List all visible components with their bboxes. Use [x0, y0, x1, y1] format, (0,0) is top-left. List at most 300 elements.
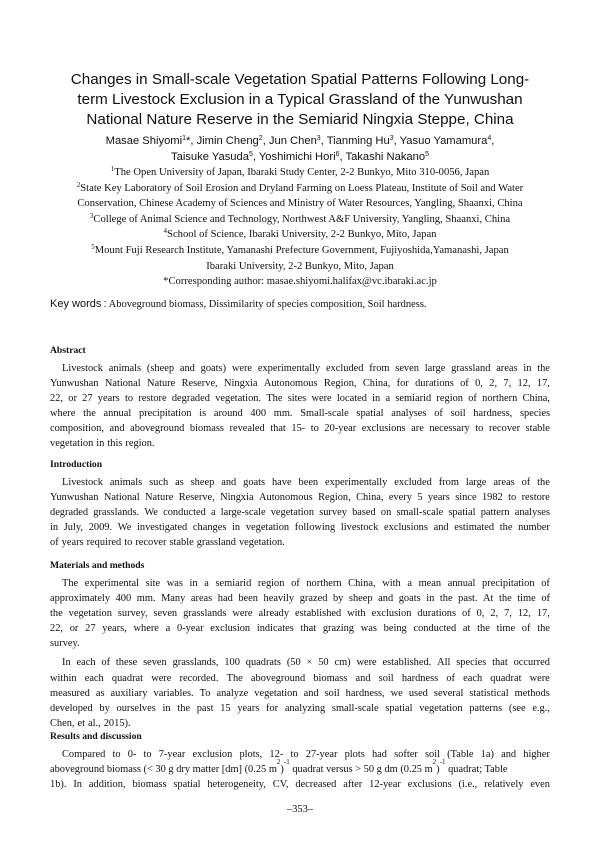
- text-line: [50, 621, 550, 636]
- word: past: [196, 702, 214, 714]
- word: changes: [192, 522, 227, 534]
- word: degraded: [50, 507, 89, 519]
- word: 12-: [269, 749, 284, 760]
- text-line: [50, 505, 550, 520]
- word: At: [483, 593, 494, 605]
- word: of: [521, 477, 531, 488]
- text-line: [50, 591, 550, 606]
- text-line: [50, 747, 550, 762]
- word: were: [231, 363, 253, 374]
- word: in: [426, 593, 435, 605]
- affiliation-marker: 2: [258, 135, 263, 142]
- word: experimentally: [257, 363, 321, 374]
- word: grazing: [322, 623, 355, 635]
- keywords: [50, 297, 560, 312]
- word: analyses: [391, 408, 427, 420]
- keywords-text: Aboveground biomass, Dissimilarity of species composition, Soil hardness.: [106, 299, 427, 310]
- word: Reserve,: [178, 492, 215, 504]
- word: small-scale: [396, 507, 444, 519]
- word: seven: [153, 608, 178, 620]
- word: pattern: [480, 507, 510, 519]
- affiliation-marker: 4: [163, 227, 168, 236]
- word: excluded: [325, 363, 364, 374]
- word: biomass: [189, 423, 224, 435]
- word: patterns: [469, 702, 503, 714]
- word: a: [204, 578, 209, 589]
- word: in: [96, 438, 105, 450]
- word: number: [518, 522, 550, 534]
- word: with: [382, 578, 401, 589]
- word: of: [50, 537, 59, 549]
- word: 0-: [127, 749, 137, 760]
- word: the: [499, 522, 513, 534]
- word: biomass: [313, 672, 348, 684]
- word: time: [517, 593, 536, 605]
- word: is: [199, 408, 207, 420]
- word: soil: [450, 408, 466, 420]
- word: recover: [135, 537, 167, 549]
- word: every: [388, 492, 412, 504]
- word: 2015).: [103, 717, 131, 729]
- word: vegetation: [50, 438, 94, 450]
- page-number: –353–: [286, 804, 314, 815]
- word: (50: [286, 657, 301, 669]
- word: were: [232, 608, 253, 620]
- word: to: [310, 423, 319, 435]
- affiliation-marker: 5: [248, 151, 253, 158]
- word: since: [455, 492, 477, 504]
- word: areas: [493, 477, 515, 488]
- word: the: [537, 363, 550, 374]
- word: grassland: [451, 363, 491, 374]
- word: that: [270, 423, 286, 435]
- text-line: [50, 701, 550, 716]
- word: the: [477, 623, 490, 635]
- word: spatial: [356, 408, 384, 420]
- word: of: [434, 408, 443, 420]
- word: revealed: [229, 423, 265, 435]
- word: hardness,: [473, 408, 513, 420]
- affiliation-text: College of Animal Science and Technology, Northwest A&F University, Yangling, Shaanxi, China: [93, 213, 511, 225]
- word: past.: [458, 593, 478, 605]
- word: that: [300, 623, 317, 635]
- affiliation-line: [40, 165, 560, 181]
- author-name: Yasuo Yamamura: [396, 135, 488, 147]
- word: plots: [344, 749, 365, 760]
- word: 22,: [50, 623, 63, 635]
- word: sheep: [348, 593, 373, 605]
- word: are: [411, 423, 424, 435]
- word: 12,: [517, 608, 531, 620]
- word: hardness: [401, 672, 439, 684]
- word: aboveground: [250, 672, 306, 684]
- corresponding-author: *Corresponding author: masae.shiyomi.halifax@vc.ibaraki.ac.jp: [163, 276, 437, 288]
- word: analyze: [216, 687, 249, 699]
- author-separator: ,: [339, 151, 343, 163]
- word: goats: [398, 593, 421, 605]
- word: China,: [356, 492, 384, 504]
- word: All: [437, 657, 451, 669]
- word: 7,: [504, 608, 512, 620]
- word: around: [213, 408, 243, 420]
- word: established: [295, 608, 342, 620]
- word: quadrats: [245, 657, 281, 669]
- word: investigated: [137, 522, 188, 534]
- affiliation-line: Ibaraki University, 2-2 Bunkyo, Mito, Japan: [206, 260, 394, 272]
- superscript: 2: [276, 758, 281, 767]
- word: analyses: [514, 507, 550, 519]
- word: 50: [318, 657, 329, 669]
- word: 1b).: [50, 779, 67, 791]
- text-span: ): [280, 764, 284, 776]
- text-line: [50, 436, 550, 451]
- word: in: [523, 363, 532, 374]
- word: 12,: [517, 378, 531, 390]
- word: statistical: [469, 687, 509, 699]
- word: the: [537, 623, 550, 635]
- word: precipitation: [138, 408, 192, 420]
- word: spatial: [448, 507, 476, 519]
- word: 5: [417, 492, 423, 504]
- word: mm.: [273, 408, 293, 420]
- word: al.,: [88, 717, 101, 729]
- word: Autonomous: [263, 378, 318, 390]
- word: precipitation: [482, 578, 535, 589]
- word: National: [103, 492, 140, 504]
- word: grasslands,: [172, 657, 219, 669]
- affiliation-line: [40, 181, 560, 197]
- word: been: [298, 477, 319, 488]
- word: restore: [138, 393, 167, 405]
- word: for: [396, 378, 409, 390]
- word: approximately: [50, 593, 111, 605]
- text-line: [50, 391, 550, 406]
- word: where: [133, 623, 159, 635]
- word: used: [408, 687, 428, 699]
- text-line: [50, 535, 550, 550]
- word: 17,: [536, 608, 550, 620]
- word: We: [144, 507, 158, 519]
- word: recorded.: [179, 672, 219, 684]
- word: had: [217, 593, 233, 605]
- word: in: [50, 522, 59, 534]
- word: species: [519, 408, 550, 420]
- word: large-scale: [220, 507, 266, 519]
- word: northern: [306, 578, 342, 589]
- word: cm): [334, 657, 351, 669]
- word: aboveground: [130, 423, 185, 435]
- word: from: [369, 363, 390, 374]
- word: durations: [415, 378, 454, 390]
- word: the: [177, 702, 191, 714]
- affiliation-marker: 3: [389, 135, 394, 142]
- word: July,: [63, 522, 84, 534]
- word: methods: [514, 687, 550, 699]
- superscript: -1: [439, 758, 446, 767]
- word: animals: [108, 363, 142, 374]
- word: had: [371, 749, 387, 760]
- word: seven: [143, 657, 167, 669]
- word: to: [112, 749, 121, 760]
- word: vegetation: [419, 702, 463, 714]
- word: and: [433, 522, 449, 534]
- word: 7,: [503, 378, 512, 390]
- author-name: Tianming Hu: [323, 135, 390, 147]
- word: et: [77, 717, 86, 729]
- word: the: [50, 608, 63, 620]
- affiliation-text: Mount Fuji Research Institute, Yamanashi Prefecture Government, Fujiyoshida,Yamanashi, Japan: [94, 244, 509, 256]
- word: 1982: [481, 492, 503, 504]
- word: excluded: [394, 477, 432, 488]
- word: and: [378, 593, 394, 605]
- word: 100: [224, 657, 240, 669]
- word: developed: [50, 702, 93, 714]
- methods-paragraph: [50, 576, 550, 651]
- word: stable: [169, 537, 194, 549]
- text-line: [50, 490, 550, 505]
- word: soil: [378, 672, 394, 684]
- word: was: [166, 578, 183, 589]
- word: even: [530, 779, 550, 791]
- word: survey.: [50, 638, 80, 650]
- author-name: Taisuke Yasuda: [171, 151, 249, 163]
- word: 17,: [536, 378, 550, 390]
- word: to: [124, 537, 133, 549]
- word: Yunwushan: [50, 378, 99, 390]
- word: annual: [447, 578, 476, 589]
- word: of: [101, 657, 111, 669]
- word: stable: [525, 423, 550, 435]
- word: In: [62, 657, 71, 669]
- word: of: [291, 578, 300, 589]
- word: vegetation.: [215, 393, 262, 405]
- affiliation-marker: 2: [76, 180, 81, 189]
- word: exclusion: [371, 608, 412, 620]
- word: survey,: [117, 608, 148, 620]
- word: Region,: [323, 378, 357, 390]
- word: a: [210, 507, 216, 519]
- word: The: [226, 672, 243, 684]
- word: or: [68, 393, 77, 405]
- word: Ningxia: [224, 378, 258, 390]
- word: auxiliary: [110, 687, 148, 699]
- results-heading: Results and discussion: [50, 731, 142, 742]
- word: semiarid: [215, 578, 252, 589]
- affiliation-line: [40, 227, 560, 243]
- word: conducted: [413, 623, 457, 635]
- word: a: [385, 393, 391, 405]
- word: small-scale: [331, 702, 379, 714]
- word: soil: [324, 687, 340, 699]
- word: China,: [362, 378, 391, 390]
- word: the: [83, 408, 96, 420]
- word: exclusions: [407, 779, 452, 791]
- word: of: [446, 672, 455, 684]
- word: time: [496, 623, 516, 635]
- word: 0,: [475, 378, 483, 390]
- word: (i.e.,: [458, 779, 478, 791]
- word: vegetation: [254, 687, 298, 699]
- word: Reserve,: [181, 378, 218, 390]
- text-span: quadrat versus > 50 g dm (0.25 m: [289, 764, 433, 776]
- word: exclusions: [361, 423, 406, 435]
- word: In: [73, 779, 82, 791]
- results-section: [50, 731, 550, 792]
- affiliation-line: [40, 243, 560, 259]
- methods-section: [50, 560, 550, 735]
- text-line: [50, 686, 550, 701]
- word: years: [97, 393, 120, 405]
- text-line: [50, 421, 550, 436]
- introduction-heading: Introduction: [50, 459, 103, 470]
- text-span: ): [436, 764, 440, 776]
- text-line: [50, 655, 550, 670]
- word: 12-year: [369, 779, 401, 791]
- author-separator: ,: [262, 135, 266, 147]
- word: heavily: [263, 593, 295, 605]
- word: The: [266, 393, 283, 405]
- word: and: [179, 363, 195, 374]
- word: restore: [521, 492, 550, 504]
- word: hardness,: [345, 687, 385, 699]
- word: (sheep: [146, 363, 175, 374]
- superscript: -1: [283, 758, 290, 767]
- text-line: [50, 671, 550, 686]
- word: spatial: [173, 779, 201, 791]
- word: grazed: [299, 593, 328, 605]
- word: to: [143, 749, 152, 760]
- word: CV,: [272, 779, 289, 791]
- word: the: [439, 593, 453, 605]
- word: mm.: [136, 593, 156, 605]
- word: Autonomous: [259, 492, 313, 504]
- introduction-section: [50, 459, 550, 550]
- word: seven: [395, 363, 419, 374]
- word: experimental: [84, 578, 140, 589]
- word: and: [355, 672, 371, 684]
- word: region.: [125, 438, 155, 450]
- word: the: [537, 477, 550, 488]
- affiliation-marker: 5: [425, 151, 429, 158]
- word: years: [427, 492, 450, 504]
- word: vegetation.: [238, 537, 285, 549]
- word: 7-year: [158, 749, 186, 760]
- word: required: [86, 537, 122, 549]
- title-line: term Livestock Exclusion in a Typical Grassland of the Yunwushan: [77, 91, 523, 108]
- affiliation-text: The Open University of Japan, Ibaraki Study Center, 2-2 Bunkyo, Mito 310-0056, Japan: [114, 167, 490, 178]
- word: vegetation: [270, 507, 315, 519]
- word: by: [332, 593, 344, 605]
- word: this: [107, 438, 123, 450]
- word: exclusion: [192, 749, 233, 760]
- word: vegetation: [68, 608, 112, 620]
- word: quadrat: [490, 672, 522, 684]
- word: each: [76, 657, 96, 669]
- word: experimentally: [325, 477, 388, 488]
- word: 1a): [480, 749, 494, 760]
- word: such: [149, 477, 169, 488]
- word: years,: [102, 623, 127, 635]
- word: We: [117, 522, 132, 534]
- word: grassland: [196, 537, 236, 549]
- word: located: [336, 393, 367, 405]
- word: Small-scale: [300, 408, 349, 420]
- word: occurred: [513, 657, 550, 669]
- word: that: [492, 657, 508, 669]
- word: To: [199, 687, 211, 699]
- word: spatial: [385, 702, 413, 714]
- text-span: quadrat; Table: [445, 764, 508, 776]
- word: years: [237, 702, 260, 714]
- word: conducted: [163, 507, 206, 519]
- word: to: [124, 393, 134, 405]
- word: or: [69, 623, 79, 635]
- word: 0-year: [177, 623, 204, 635]
- word: established.: [382, 657, 432, 669]
- word: quadrat: [111, 672, 144, 684]
- word: of: [541, 578, 550, 589]
- word: e.g.,: [532, 702, 550, 714]
- text-line: [50, 520, 550, 535]
- word: and: [501, 749, 517, 760]
- word: following: [294, 522, 336, 534]
- affiliation-line: [40, 212, 560, 228]
- word: have: [271, 477, 292, 488]
- word: 2,: [489, 378, 498, 390]
- word: areas: [190, 593, 213, 605]
- word: exclusions: [384, 522, 428, 534]
- word: were: [311, 393, 332, 405]
- word: where: [50, 408, 76, 420]
- word: vegetation: [245, 522, 290, 534]
- word: were: [151, 672, 172, 684]
- word: 2009.: [88, 522, 113, 534]
- word: Nature: [145, 492, 174, 504]
- word: from: [438, 477, 459, 488]
- word: higher: [523, 749, 550, 760]
- word: indicates: [256, 623, 294, 635]
- author-separator: ,: [491, 135, 495, 147]
- word: Region,: [318, 492, 351, 504]
- word: grasslands.: [93, 507, 140, 519]
- word: to: [475, 423, 484, 435]
- word: livestock: [340, 522, 379, 534]
- word: region: [257, 578, 285, 589]
- text-span: aboveground biomass (< 30 g dry matter [dm] (0.25 m: [50, 764, 277, 776]
- word: decreased: [295, 779, 337, 791]
- word: goats: [243, 477, 266, 488]
- word: within: [50, 672, 77, 684]
- word: relatively: [484, 779, 524, 791]
- word: was: [360, 623, 377, 635]
- title-line: Changes in Small-scale Vegetation Spatial Patterns Following Long-: [70, 71, 530, 88]
- word: 27: [85, 623, 96, 635]
- word: by: [99, 702, 110, 714]
- word: 15-: [291, 423, 306, 435]
- word: addition,: [88, 779, 126, 791]
- abstract-section: [50, 345, 550, 452]
- word: 27: [82, 393, 93, 405]
- word: semiarid: [395, 393, 432, 405]
- author-separator: *,: [186, 135, 194, 147]
- word: Compared: [62, 749, 106, 760]
- word: of: [460, 378, 469, 390]
- word: of: [541, 593, 550, 605]
- word: estimated: [454, 522, 495, 534]
- word: on: [380, 507, 392, 519]
- word: species: [456, 657, 487, 669]
- word: region: [436, 393, 463, 405]
